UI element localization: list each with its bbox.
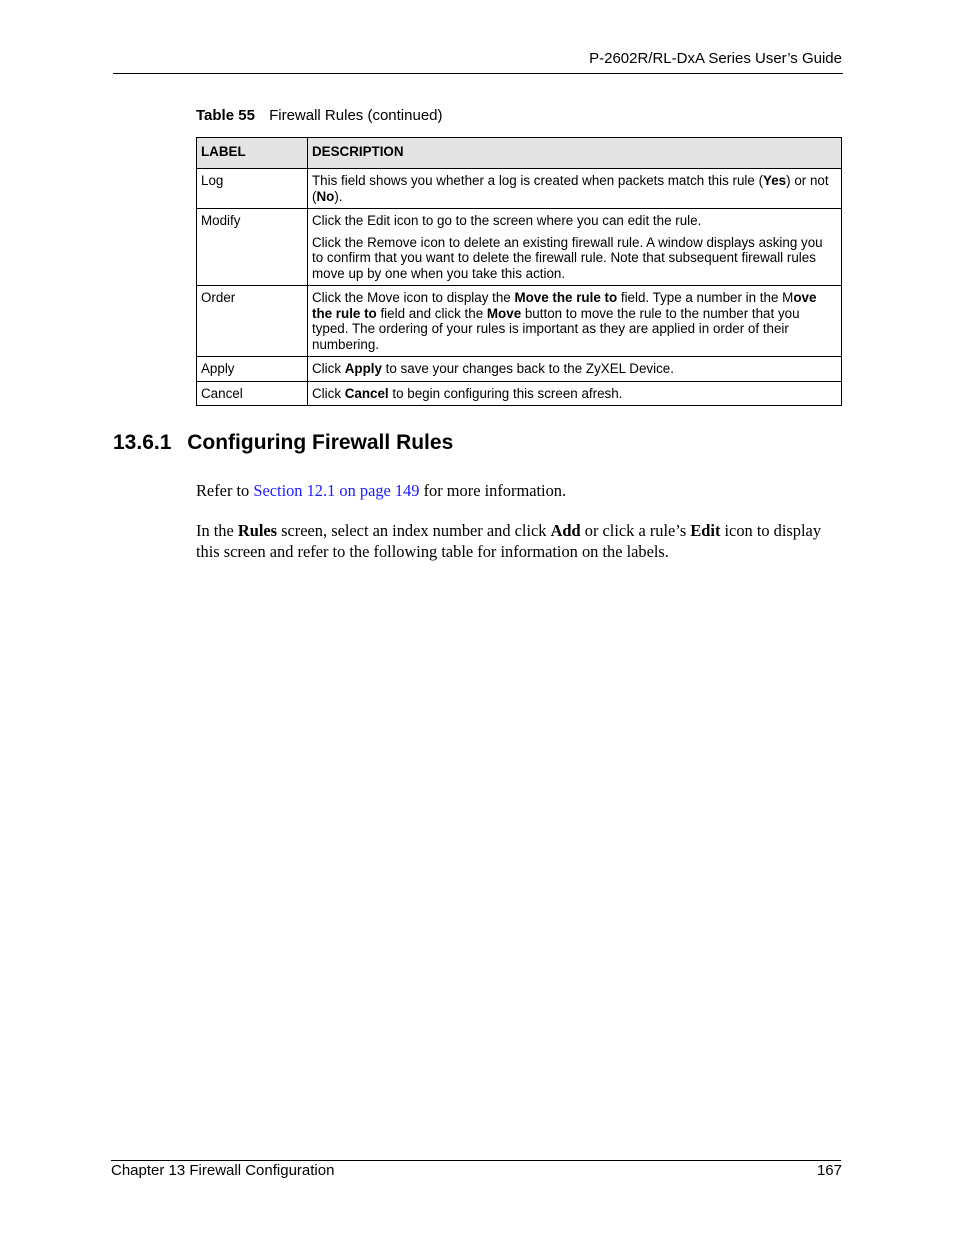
footer-chapter: Chapter 13 Firewall Configuration [111,1162,335,1179]
table-header-row [197,138,842,169]
table-row [197,286,842,357]
bold-term: Rules [237,521,278,540]
row-description [308,286,842,357]
column-header-label: LABEL [197,138,308,169]
description-paragraph: Click the Edit icon to go to the screen where you can edit the rule. [312,213,702,228]
section-heading [113,431,453,455]
bold-term: Move the rule to [514,290,618,305]
firewall-rules-table [196,137,842,406]
footer-rule [111,1160,841,1161]
bold-term: No [316,188,335,204]
bold-term: Cancel [344,385,389,401]
row-description [308,357,842,382]
row-description [308,381,842,406]
row-description [308,209,842,286]
body-paragraph-refer: Refer to Section 12.1 on page 149 for more information. [196,481,567,500]
bold-term: ove the rule to [312,290,817,321]
table-body [197,169,842,406]
bold-term: Add [550,521,581,540]
description-paragraph: Click Apply to save your changes back to the ZyXEL Device. [312,361,674,376]
table-row [197,357,842,382]
page-number: 167 [816,1162,842,1179]
bold-term: Move [486,305,522,321]
bold-term: Apply [344,361,382,376]
body-paragraph-instructions: In the Rules screen, select an index number and click Add or click a rule’s Edit icon to display this screen and refer to the following table for information on the labels. [196,521,822,561]
section-number: 13.6.1 [113,431,172,454]
table-number: Table 55 [196,107,255,124]
description-paragraph: Click the Remove icon to delete an existing firewall rule. A window displays asking you to confirm that you want to delete the firewall rule. Note that subsequent firewall rules move up by one when you take this action. [312,234,823,281]
table-title: Firewall Rules (continued) [269,107,443,124]
description-paragraph: This field shows you whether a log is created when packets match this rule (Yes) or not (No). [312,173,829,204]
table-row [197,169,842,209]
running-header: P-2602R/RL-DxA Series User’s Guide [589,50,842,67]
row-label: Modify [197,209,308,286]
description-paragraph: Click the Move icon to display the Move the rule to field. Type a number in the Move the rule to field and click the Move button to move the rule to the number that you typed. The ordering of your rules is important as they are applied in order of their numbering. [312,290,817,352]
bold-term: Yes [763,173,787,188]
cross-reference-link[interactable]: Section 12.1 on page 149 [253,481,420,500]
row-label: Log [197,169,308,209]
row-label: Order [197,286,308,357]
row-label: Cancel [197,381,308,406]
table-caption [196,107,443,124]
table-row [197,381,842,406]
section-title: Configuring Firewall Rules [187,431,454,454]
row-label: Apply [197,357,308,382]
description-paragraph: Click Cancel to begin configuring this screen afresh. [312,385,623,401]
table-row [197,209,842,286]
bold-term: Edit [690,521,721,540]
row-description [308,169,842,209]
header-rule [113,73,843,74]
column-header-description: DESCRIPTION [308,138,842,169]
